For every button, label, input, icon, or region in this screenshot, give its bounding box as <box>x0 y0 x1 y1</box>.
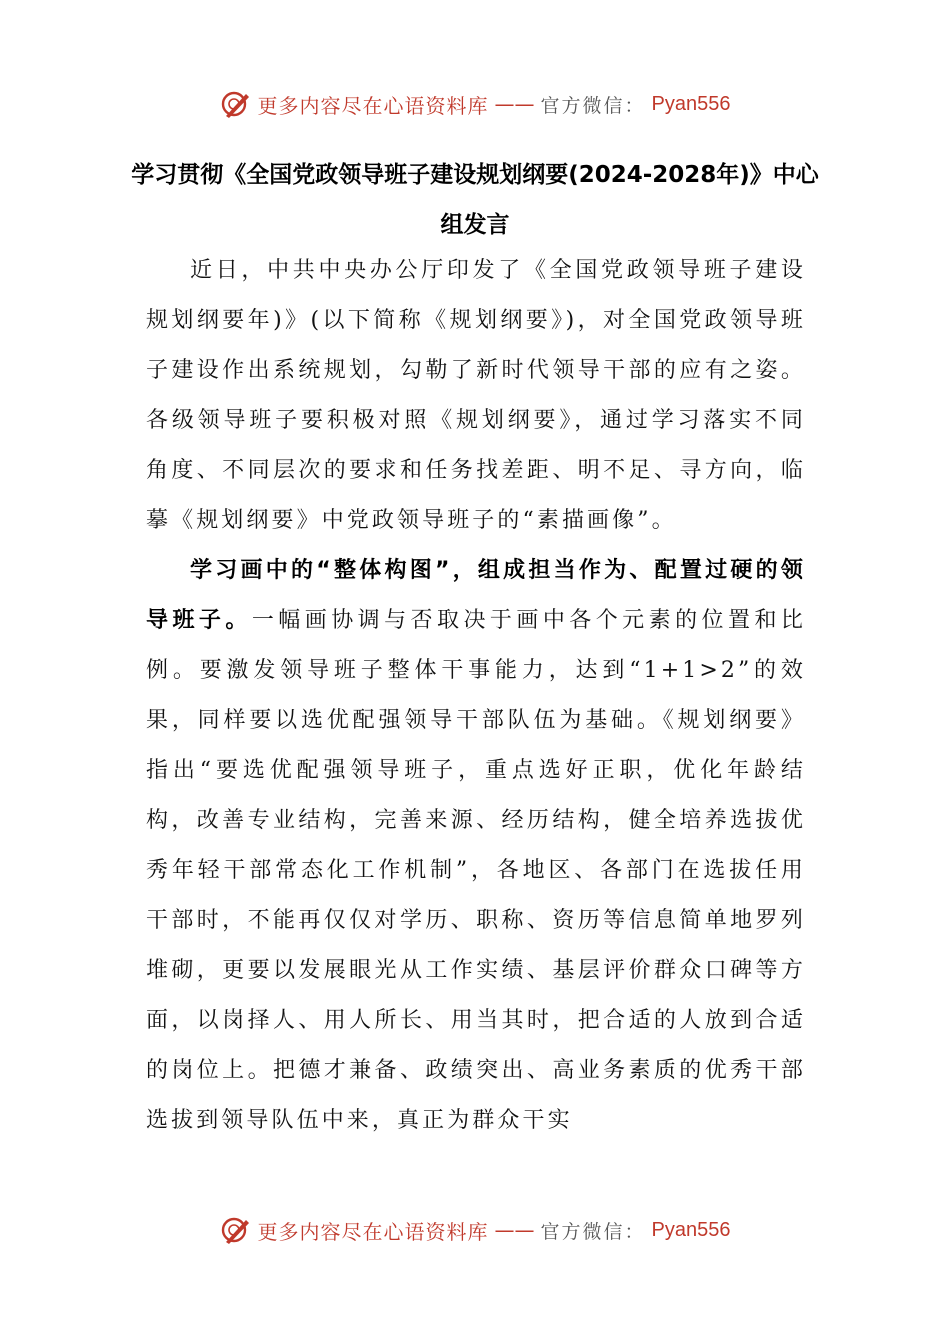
document-title: 学习贯彻《全国党政领导班子建设规划纲要(2024-2028年)》中心组发言 <box>131 162 819 238</box>
watermark-wechat-label: 官方微信： <box>540 94 646 117</box>
paragraph-1: 近日，中共中央办公厅印发了《全国党政领导班子建设规划纲要年)》(以下简称《规划纲要》)，对全国党政领导班子建设作出系统规划，勾勒了新时代领导干部的应有之姿。各级领导班子要积极对照《规划纲要》，通过学习落实不同角度、不同层次的要求和任务找差距、明不足、寻方向，临摹《规划纲要》中党政领导班子的“素描画像”。 <box>146 258 806 533</box>
paragraph-2-body: 一幅画协调与否取决于画中各个元素的位置和比例。要激发领导班子整体干事能力，达到“1+1>2”的效果，同样要以选优配强领导干部队伍为基础。《规划纲要》指出“要选优配强领导班子，重点选好正职，优化年龄结构，改善专业结构，完善来源、经历结构，健全培养选拔优秀年轻干部常态化工作机制”，各地区、各部门在选拔任用干部时，不能再仅仅对学历、职称、资历等信息简单地罗列堆砌，更要以发展眼光从工作实绩、基层评价群众口碑等方面，以岗择人、用人所长、用当其时，把合适的人放到合适的岗位上。把德才兼备、政绩突出、高业务素质的优秀干部选拔到领导队伍中来，真正为群众干实 <box>146 608 806 1133</box>
pen-circle-logo-icon <box>220 1214 252 1246</box>
pen-circle-logo-icon <box>220 88 252 120</box>
watermark-footer <box>0 1212 950 1248</box>
watermark-wechat-label: 官方微信： <box>540 1220 646 1243</box>
paragraph-2 <box>146 546 806 1146</box>
watermark-brand: 更多内容尽在心语资料库 <box>257 93 489 118</box>
document-body <box>146 246 806 1146</box>
watermark-separator: —— <box>494 92 535 116</box>
watermark-wechat-id: Pyan556 <box>651 1218 731 1241</box>
watermark-brand: 更多内容尽在心语资料库 <box>257 1219 489 1244</box>
watermark-header <box>0 86 950 122</box>
paragraph-2-heading: 学习画中的“整体构图”，组成担当作为、配置过硬的领导班子。 <box>146 558 806 633</box>
watermark-wechat-id: Pyan556 <box>651 92 731 115</box>
watermark-separator: —— <box>494 1218 535 1242</box>
